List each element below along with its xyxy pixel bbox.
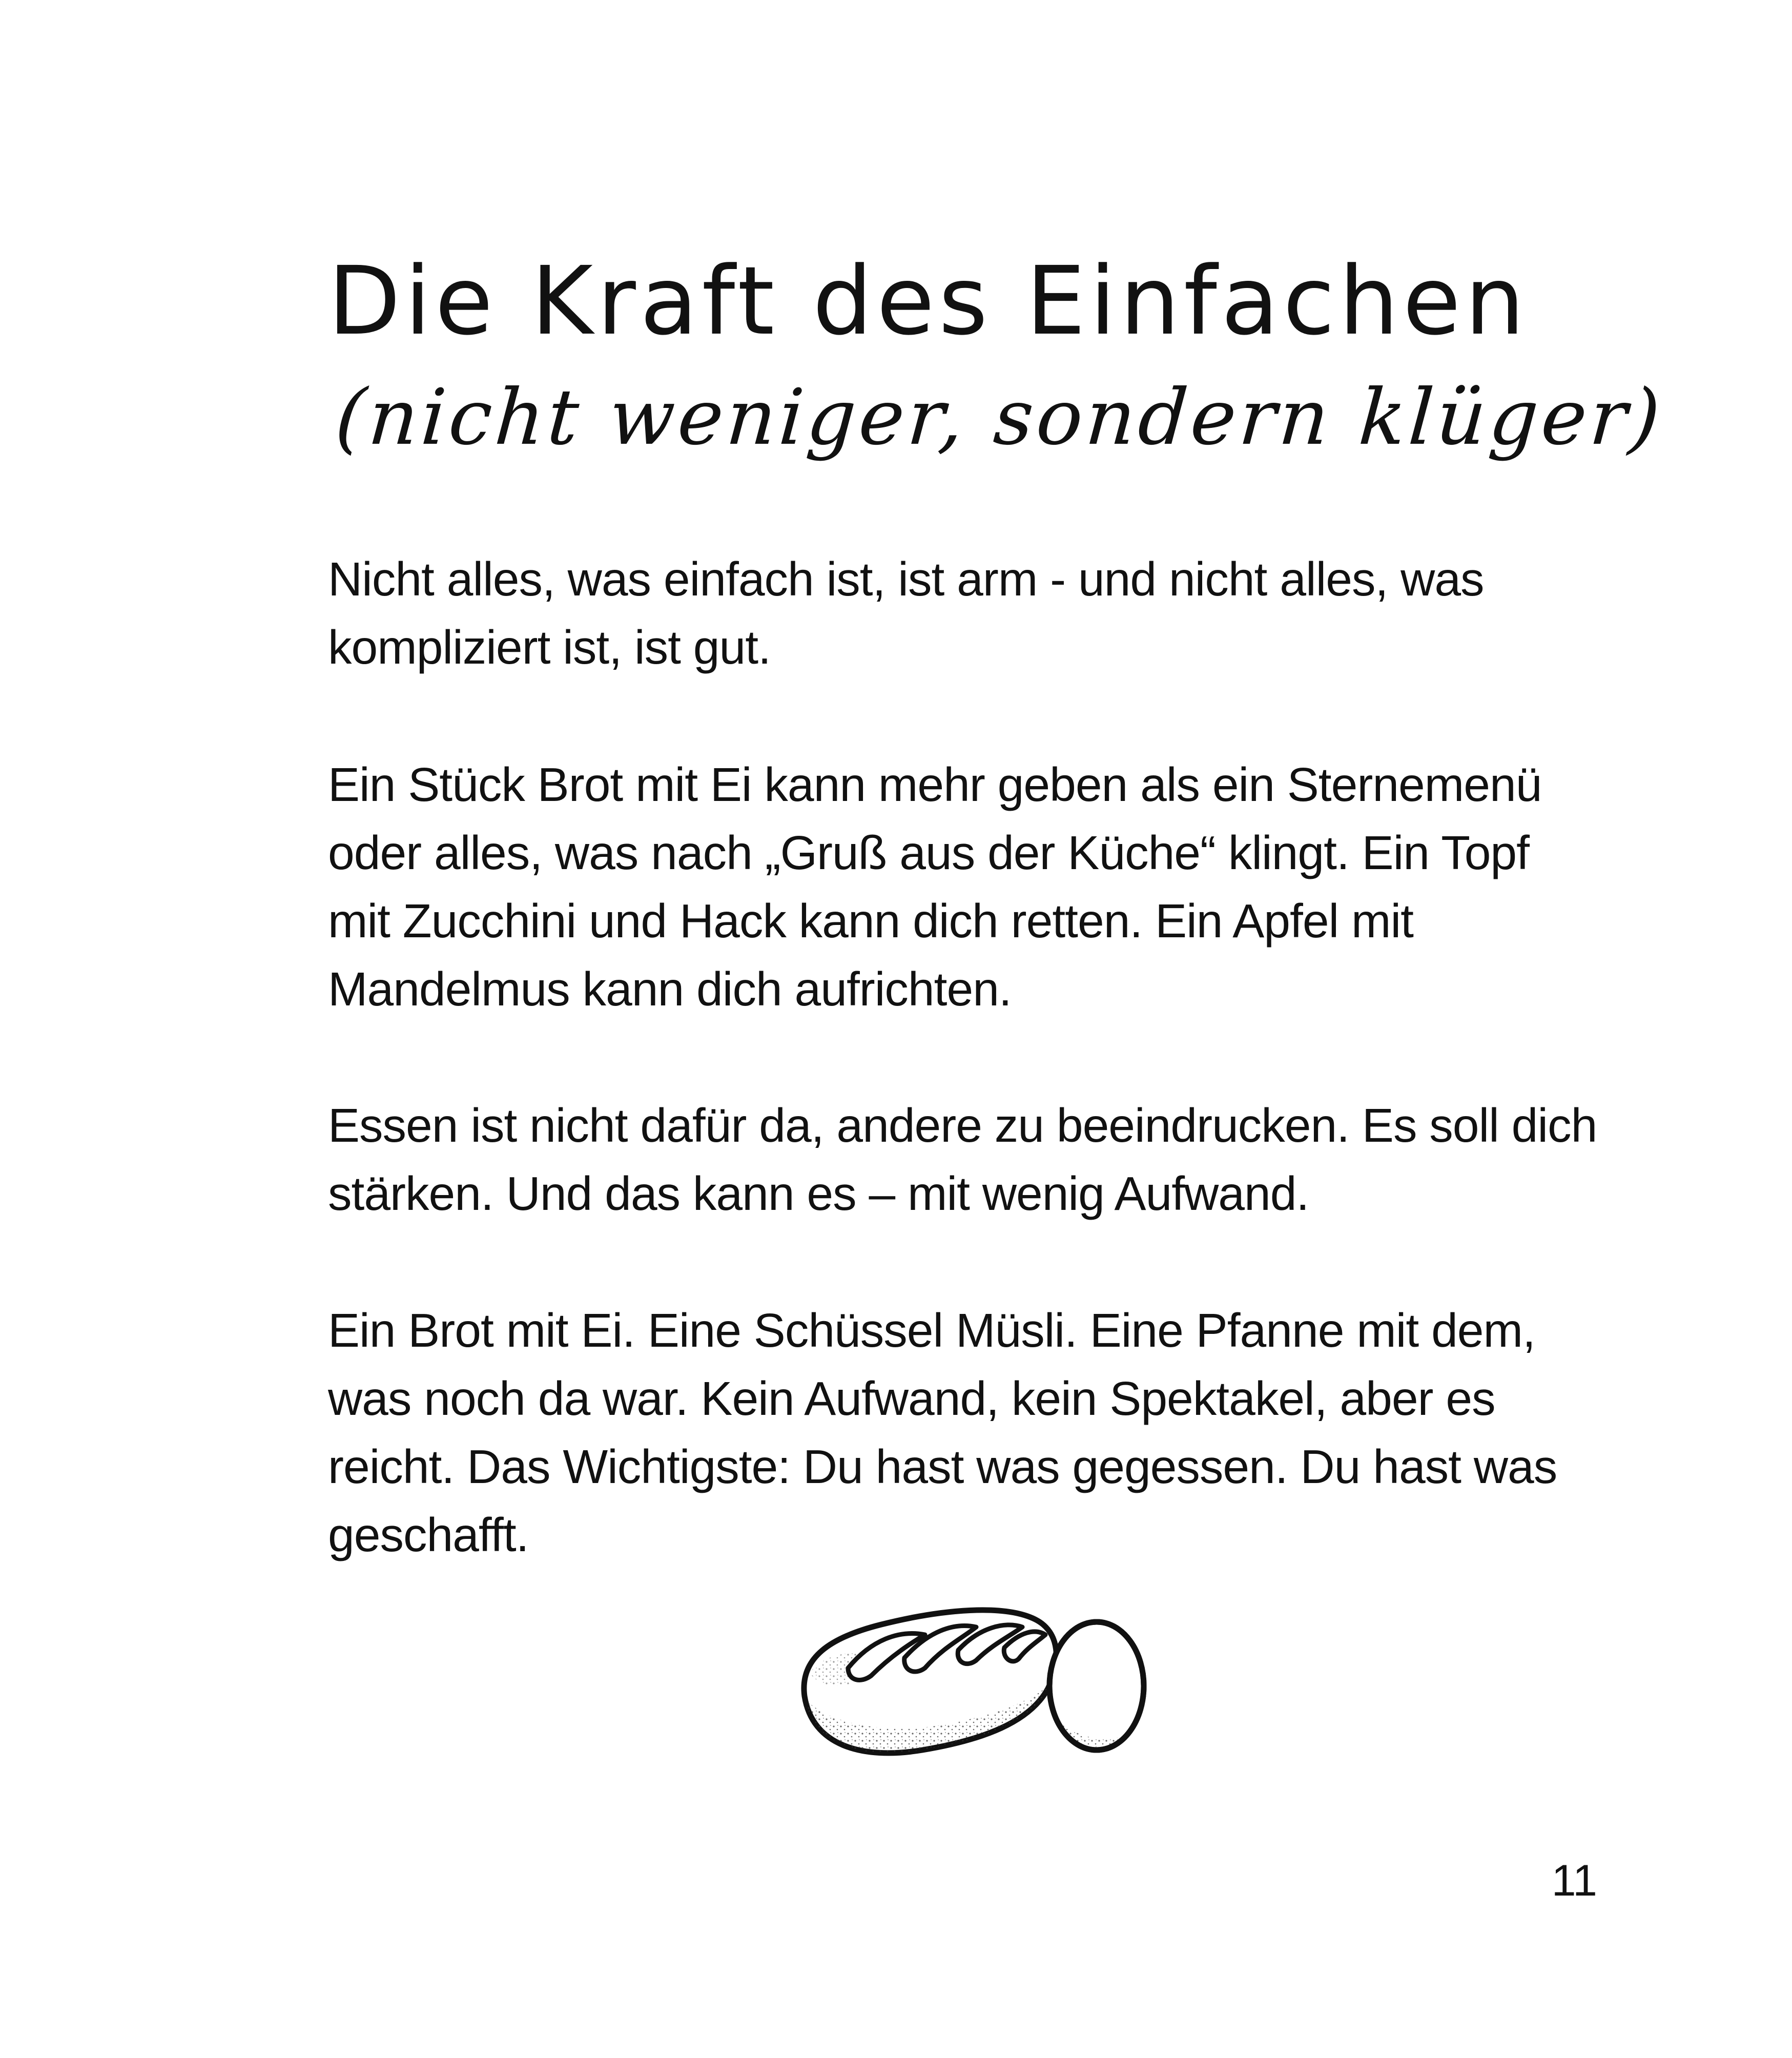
bread-loaf xyxy=(799,1610,1056,1755)
bread-and-egg-icon xyxy=(789,1581,1158,1765)
egg xyxy=(1045,1622,1148,1755)
paragraph-2: Ein Stück Brot mit Ei kann mehr geben als ein Sternemenü oder alles, was nach „Gruß aus der Küche“ klingt. Ein Topf mit Zucchini und Hack kann dich retten. Ein Apfel mit Mandelmus kann dich aufrichten. xyxy=(328,758,1542,1016)
paragraph-4: Ein Brot mit Ei. Eine Schüssel Müsli. Eine Pfanne mit dem, was noch da war. Kein Aufwand, kein Spektakel, aber es reicht. Das Wichtigste: Du hast was gegessen. Du hast was geschafft. xyxy=(328,1304,1557,1561)
paragraph-1: Nicht alles, was einfach ist, ist arm - und nicht alles, was kompliziert ist, ist gut. xyxy=(328,552,1484,674)
paragraph-3: Essen ist nicht dafür da, andere zu beeindrucken. Es soll dich stärken. Und das kann es – mit wenig Aufwand. xyxy=(328,1099,1597,1220)
page-number: 11 xyxy=(1551,1856,1597,1905)
page-subtitle: (nicht weniger, sondern klüger) xyxy=(332,373,1666,462)
page-title: Die Kraft des Einfachen xyxy=(328,246,1529,356)
